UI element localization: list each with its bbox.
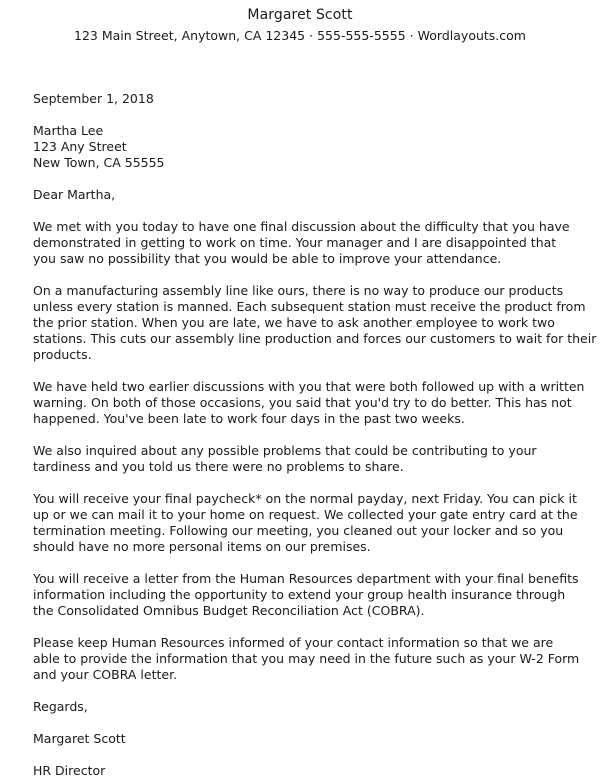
- paragraph-line: We also inquired about any possible problems that could be contributing to your: [33, 443, 537, 458]
- paragraphs: [33, 219, 597, 683]
- recipient-city: New Town, CA 55555: [33, 155, 165, 170]
- paragraph-line: We have held two earlier discussions with you that were both followed up with a written: [33, 379, 585, 394]
- sender-name: Margaret Scott: [247, 7, 353, 23]
- paragraph-line: warning. On both of those occasions, you said that you'd try to do better. This has not: [33, 395, 572, 410]
- signature-name: Margaret Scott: [33, 731, 126, 746]
- closing: Regards,: [33, 699, 88, 714]
- paragraph-line: Please keep Human Resources informed of your contact information so that we are: [33, 635, 554, 650]
- paragraph: [33, 491, 578, 555]
- sender-contact-line: [0, 27, 600, 45]
- letter-body: [33, 91, 597, 779]
- paragraph-line: termination meeting. Following our meeting, you cleaned out your locker and so you: [33, 523, 564, 538]
- letter-date: September 1, 2018: [33, 91, 154, 106]
- paragraph-line: unless every station is manned. Each subsequent station must receive the product from: [33, 299, 586, 314]
- paragraph-line: stations. This cuts our assembly line production and forces our customers to wait for their: [33, 331, 597, 346]
- separator-dot: ·: [409, 28, 414, 43]
- paragraph-line: You will receive a letter from the Human Resources department with your final benefits: [33, 571, 579, 586]
- paragraph-line: you saw no possibility that you would be able to improve your attendance.: [33, 251, 502, 266]
- paragraph: [33, 571, 578, 619]
- paragraph-line: tardiness and you told us there were no problems to share.: [33, 459, 404, 474]
- sender-phone: 555-555-5555: [317, 28, 406, 43]
- paragraph-line: products.: [33, 347, 92, 362]
- salutation: Dear Martha,: [33, 187, 116, 202]
- paragraph-line: You will receive your final paycheck* on the normal payday, next Friday. You can pick it: [33, 491, 577, 506]
- paragraph-line: up or we can mail it to your home on request. We collected your gate entry card at the: [33, 507, 578, 522]
- paragraph-line: should have no more personal items on our premises.: [33, 539, 371, 554]
- paragraph-line: and your COBRA letter.: [33, 667, 178, 682]
- letterhead: [0, 6, 600, 45]
- paragraph-line: demonstrated in getting to work on time. Your manager and I are disappointed that: [33, 235, 557, 250]
- paragraph: [33, 635, 578, 683]
- paragraph-line: able to provide the information that you may need in the future such as your W-2 Form: [33, 651, 580, 666]
- recipient-name: Martha Lee: [33, 123, 104, 138]
- signature-title: HR Director: [33, 763, 106, 778]
- recipient-street: 123 Any Street: [33, 139, 127, 154]
- paragraph: [33, 379, 585, 427]
- paragraph-line: happened. You've been late to work four days in the past two weeks.: [33, 411, 465, 426]
- recipient-address: [33, 123, 578, 171]
- paragraph-line: the prior station. When you are late, we have to ask another employee to work two: [33, 315, 555, 330]
- paragraph-line: We met with you today to have one final discussion about the difficulty that you have: [33, 219, 570, 234]
- paragraph-line: On a manufacturing assembly line like ours, there is no way to produce our products: [33, 283, 564, 298]
- paragraph-line: the Consolidated Omnibus Budget Reconciliation Act (COBRA).: [33, 603, 425, 618]
- sender-website: Wordlayouts.com: [417, 28, 526, 43]
- separator-dot: ·: [309, 28, 314, 43]
- paragraph: [33, 283, 597, 363]
- paragraph: [33, 443, 578, 475]
- paragraph: [33, 219, 578, 267]
- paragraph-line: information including the opportunity to extend your group health insurance through: [33, 587, 566, 602]
- sender-address: 123 Main Street, Anytown, CA 12345: [74, 28, 306, 43]
